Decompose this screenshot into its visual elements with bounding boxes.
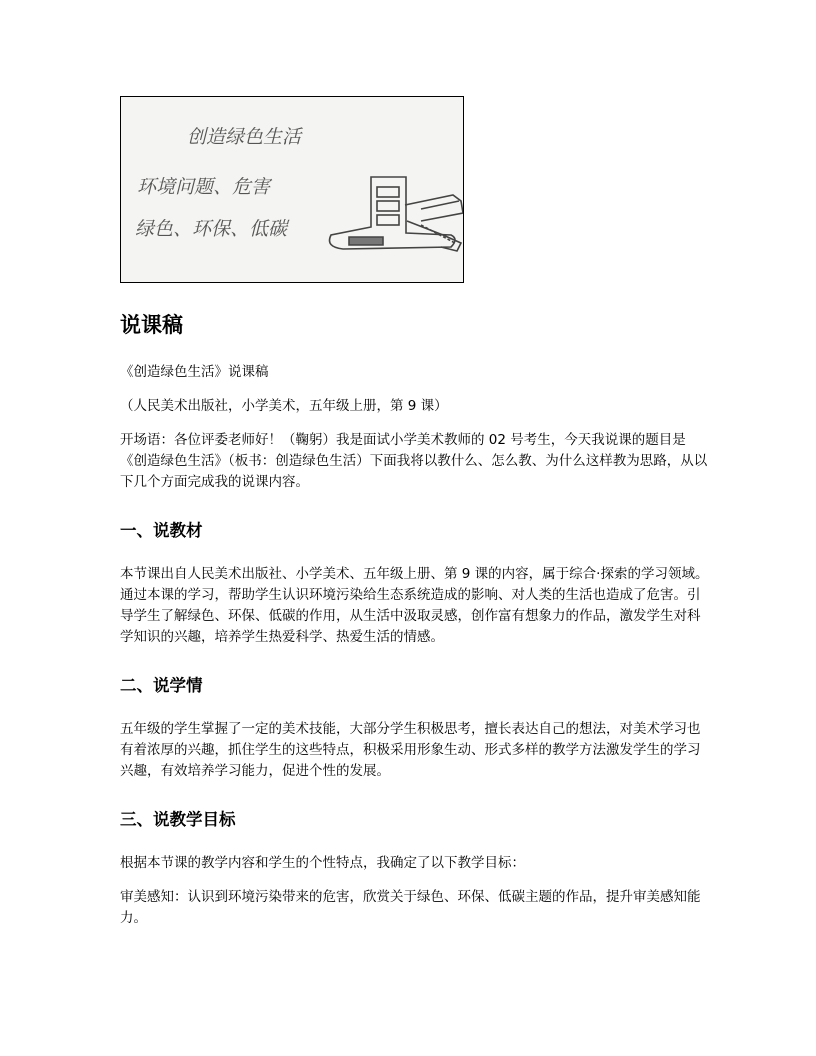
section-paragraph: 五年级的学生掌握了一定的美术技能，大部分学生积极思考，擅长表达自己的想法，对美术学习也有着浓厚的兴趣，抓住学生的这些特点，积极采用形象生动、形式多样的教学方法激发学生的学习兴趣，有效培养学习能力，促进个性的发展。 [120,721,701,779]
lesson-source: （人民美术出版社，小学美术，五年级上册，第 9 课） [120,398,448,414]
page-title: 说课稿 [120,313,183,337]
section-heading: 二、说学情 [120,676,203,695]
section-heading: 三、说教学目标 [120,810,236,829]
board-line-title: 创造绿色生活 [187,126,302,148]
section-paragraph: 审美感知：认识到环境污染带来的危害，欣赏关于绿色、环保、低碳主题的作品，提升审美感知能力。 [120,889,701,926]
section-paragraph: 根据本节课的教学内容和学生的个性特点，我确定了以下教学目标： [120,855,525,871]
section-textbook [120,518,710,648]
boot-drawing [330,177,464,251]
section-objectives [120,807,710,929]
blackboard-sketch-image [120,96,464,283]
lesson-title: 《创造绿色生活》说课稿 [120,364,269,380]
section-heading: 一、说教材 [120,521,203,540]
document-body [120,310,710,942]
section-students [120,673,710,782]
board-line-problems: 环境问题、危害 [137,176,271,198]
section-paragraph: 本节课出自人民美术出版社、小学美术、五年级上册、第 9 课的内容，属于综合·探索的学习领域。通过本课的学习，帮助学生认识环境污染给生态系统造成的影响、对人类的生活也造成了危害。引导学生了解绿色、环保、低碳的作用，从生活中汲取灵感，创作富有想象力的作品，激发学生对科学知识的兴趣，培养学生热爱科学、热爱生活的情感。 [120,566,709,645]
board-line-keywords: 绿色、环保、低碳 [135,218,288,240]
intro-paragraph: 开场语：各位评委老师好！（鞠躬）我是面试小学美术教师的 02 号考生，今天我说课的题目是《创造绿色生活》（板书：创造绿色生活）下面我将以教什么、怎么教、为什么这样教为思路，从以下几个方面完成我的说课内容。 [120,432,708,490]
